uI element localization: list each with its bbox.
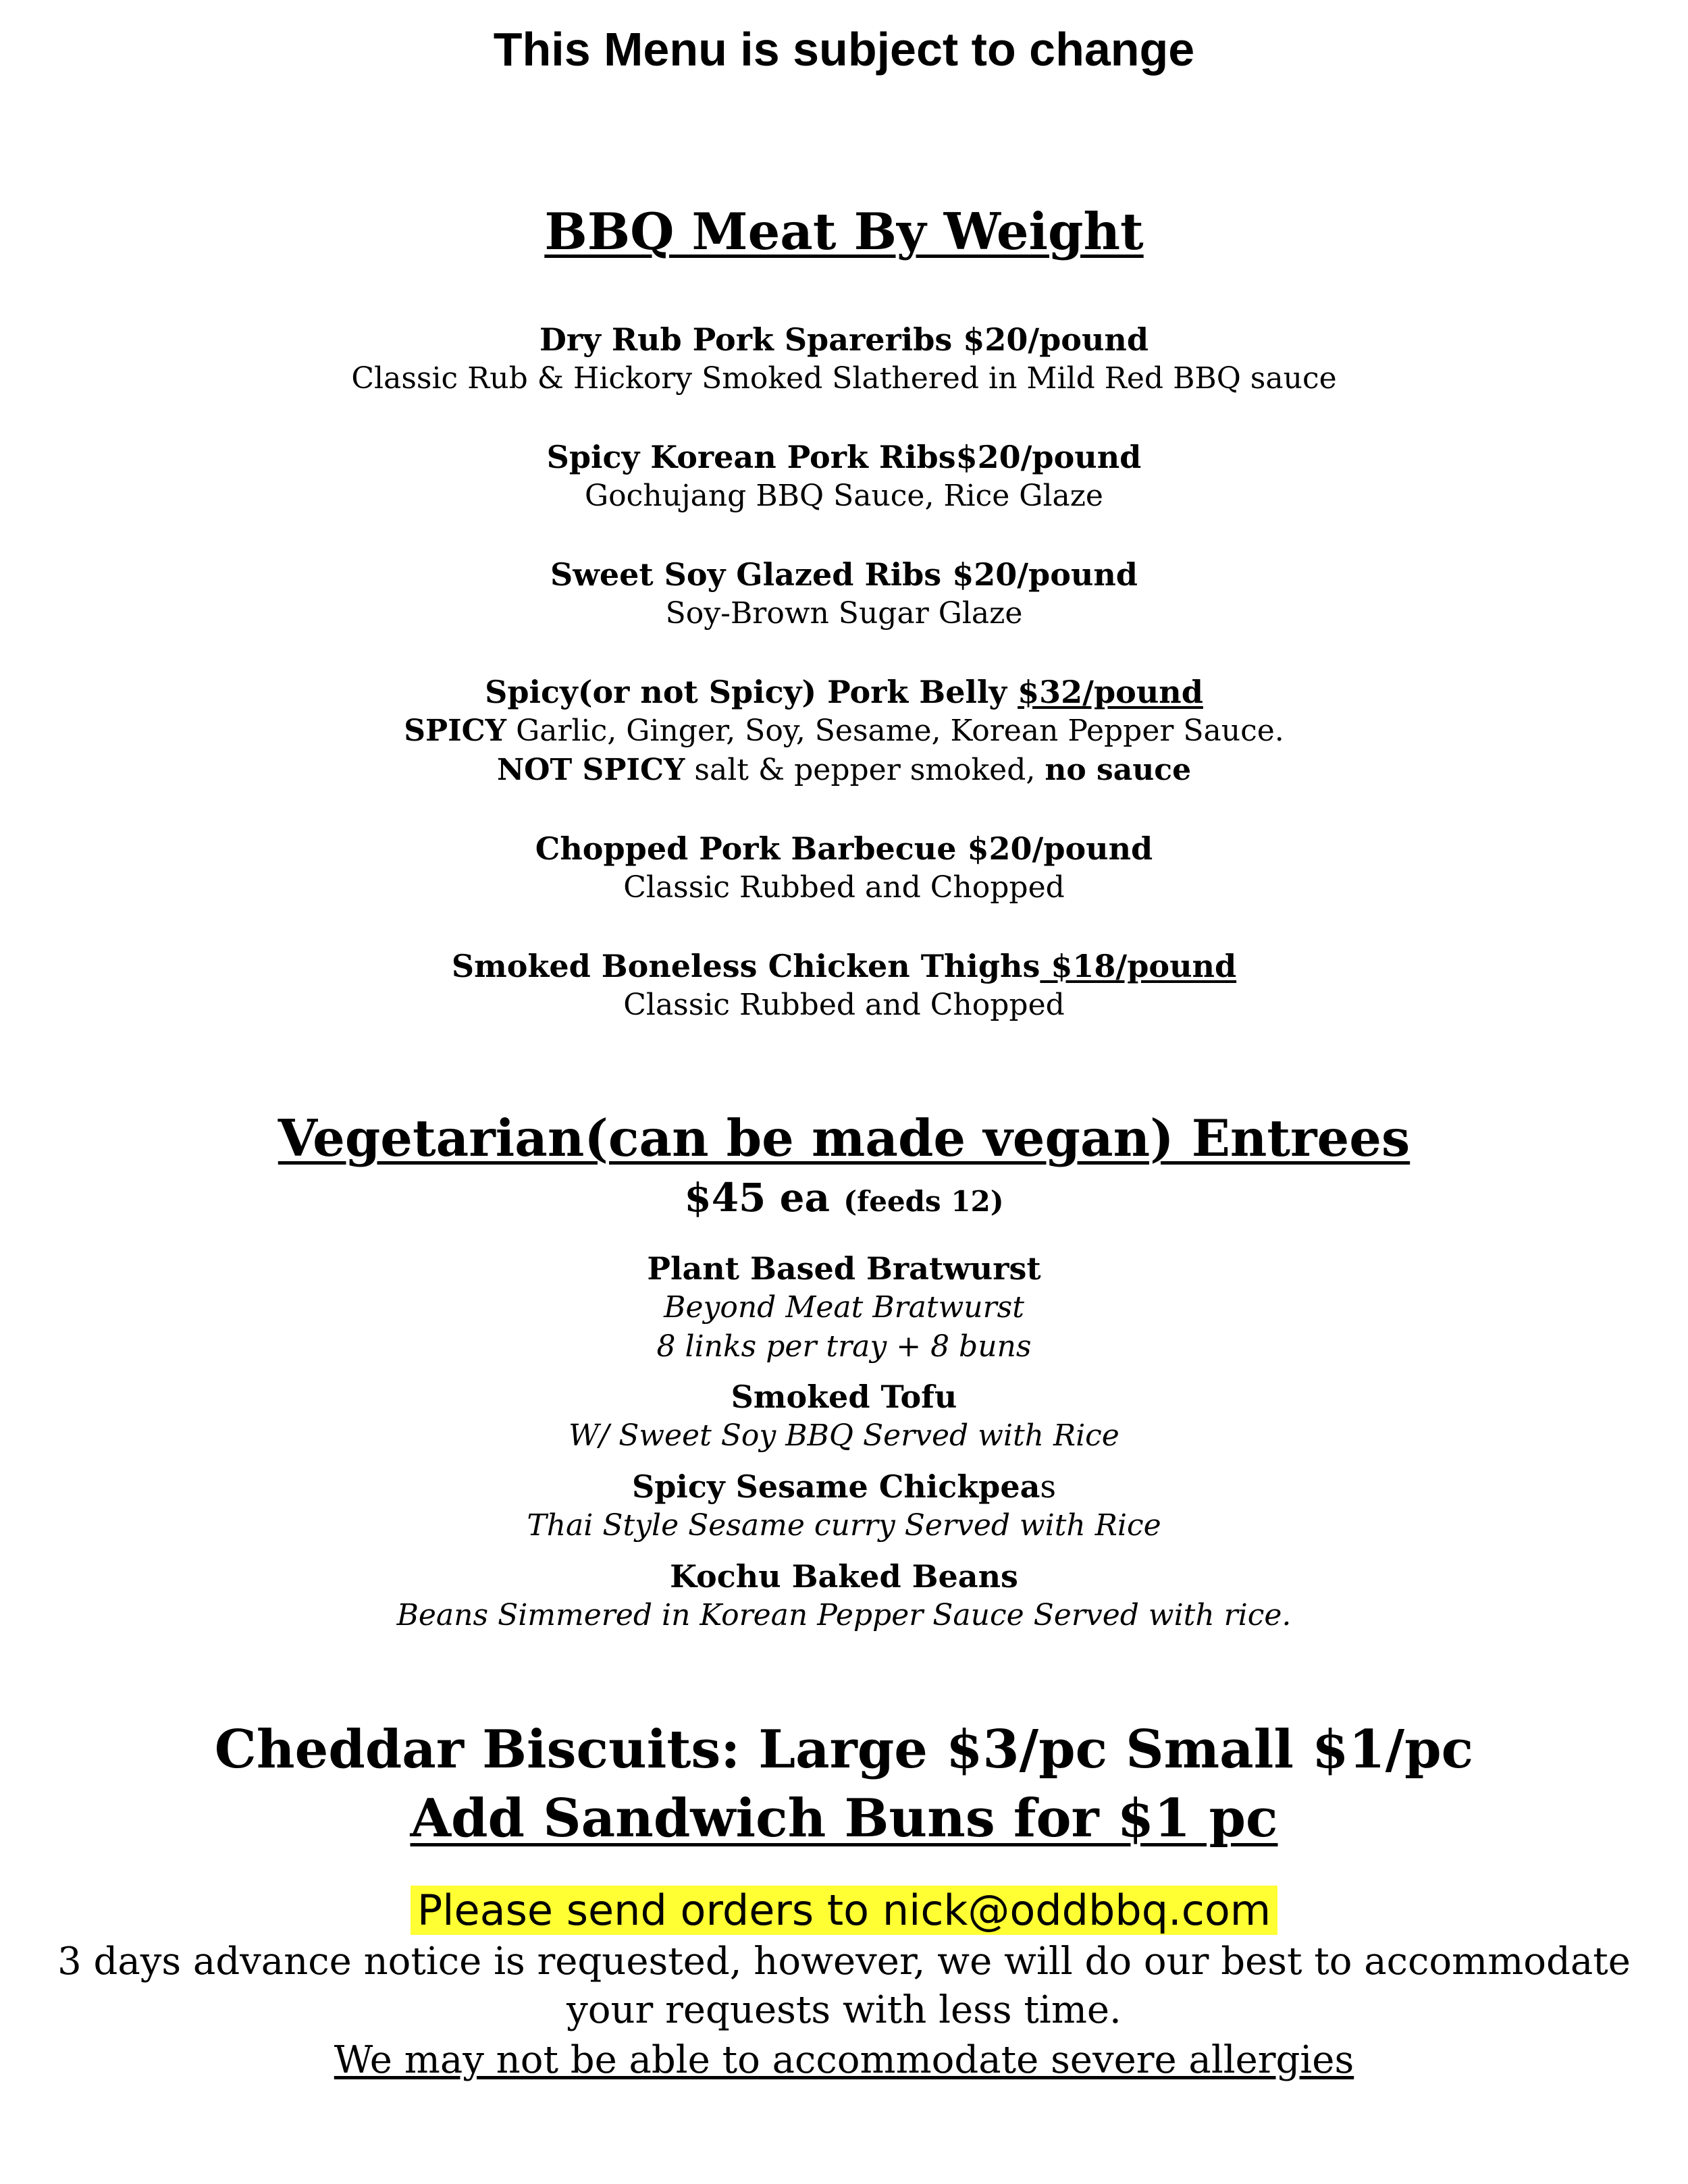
item-name bbox=[0, 672, 1688, 712]
allergy-notice bbox=[0, 2036, 1688, 2085]
advance-notice-line-1: 3 days advance notice is requested, however, we will do our best to accommodate bbox=[57, 1940, 1631, 1983]
veg-feeds: (feeds 12) bbox=[843, 1185, 1004, 1218]
item-desc: W/ Sweet Soy BBQ Served with Rice bbox=[569, 1418, 1119, 1453]
menu-item-chicken-thighs bbox=[0, 947, 1688, 1025]
item-desc: Classic Rubbed and Chopped bbox=[623, 988, 1065, 1022]
item-desc: Beans Simmered in Korean Pepper Sauce Served with rice. bbox=[396, 1598, 1292, 1632]
item-name bbox=[0, 1467, 1688, 1506]
veg-item-tofu bbox=[0, 1377, 1688, 1456]
item-name-text: Spicy Sesame Chickpea bbox=[631, 1468, 1040, 1505]
veg-item-baked-beans bbox=[0, 1557, 1688, 1635]
veg-section-title bbox=[0, 1106, 1688, 1171]
biscuits-line: Cheddar Biscuits: Large $3/pc Small $1/pc bbox=[214, 1719, 1474, 1780]
buns-line-text: Add Sandwich Buns for $1 pc bbox=[410, 1788, 1278, 1849]
item-name: Spicy Korean Pork Ribs$20/pound bbox=[546, 439, 1142, 475]
spicy-desc: Garlic, Ginger, Soy, Sesame, Korean Pepper Sauce. bbox=[506, 714, 1284, 748]
menu-item-pork-belly bbox=[0, 672, 1688, 790]
advance-notice-line-2: your requests with less time. bbox=[566, 1988, 1122, 2032]
item-desc-not-spicy bbox=[0, 751, 1688, 790]
menu-item-korean-ribs bbox=[0, 437, 1688, 516]
item-name: Chopped Pork Barbecue $20/pound bbox=[535, 830, 1153, 867]
veg-item-chickpeas bbox=[0, 1467, 1688, 1545]
item-desc: Classic Rub & Hickory Smoked Slathered in Mild Red BBQ sauce bbox=[351, 361, 1337, 396]
item-name-text: Spicy(or not Spicy) Pork Belly bbox=[485, 674, 1018, 710]
menu-item-soy-ribs bbox=[0, 555, 1688, 633]
item-price: $32/pound bbox=[1018, 674, 1203, 710]
veg-section-title-text: Vegetarian(can be made vegan) Entrees bbox=[278, 1109, 1410, 1168]
order-email-highlight: Please send orders to nick@oddbbq.com bbox=[411, 1886, 1277, 1935]
item-name: Smoked Tofu bbox=[731, 1379, 957, 1415]
item-name: Kochu Baked Beans bbox=[670, 1558, 1018, 1595]
allergy-notice-text: We may not be able to accommodate severe allergies bbox=[334, 2038, 1354, 2082]
no-sauce-label: no sauce bbox=[1045, 753, 1192, 787]
order-contact-line bbox=[0, 1885, 1688, 1936]
bbq-section-title bbox=[0, 199, 1688, 264]
item-name: Dry Rub Pork Spareribs $20/pound bbox=[539, 321, 1149, 358]
menu-item-chopped-pork bbox=[0, 829, 1688, 907]
item-desc: Classic Rubbed and Chopped bbox=[623, 870, 1065, 905]
item-name bbox=[0, 947, 1688, 986]
menu-item-spareribs bbox=[0, 320, 1688, 398]
item-desc: Soy-Brown Sugar Glaze bbox=[665, 596, 1023, 631]
item-desc: Gochujang BBQ Sauce, Rice Glaze bbox=[585, 479, 1103, 513]
veg-price-line bbox=[0, 1173, 1688, 1226]
item-desc-spicy bbox=[0, 712, 1688, 751]
item-name-tail: s bbox=[1040, 1468, 1056, 1505]
item-desc: Thai Style Sesame curry Served with Rice bbox=[527, 1508, 1161, 1543]
item-desc-2: 8 links per tray + 8 buns bbox=[656, 1329, 1032, 1364]
item-name-text: Smoked Boneless Chicken Thighs bbox=[451, 948, 1040, 984]
not-spicy-desc: salt & pepper smoked, bbox=[685, 753, 1045, 787]
item-name: Plant Based Bratwurst bbox=[647, 1250, 1041, 1287]
buns-line bbox=[0, 1786, 1688, 1852]
item-name: Sweet Soy Glazed Ribs $20/pound bbox=[550, 556, 1138, 593]
item-desc: Beyond Meat Bratwurst bbox=[664, 1290, 1024, 1325]
spicy-label: SPICY bbox=[404, 714, 507, 748]
menu-change-notice: This Menu is subject to change bbox=[493, 23, 1195, 76]
item-price: $18/pound bbox=[1040, 948, 1237, 984]
not-spicy-label: NOT SPICY bbox=[496, 753, 685, 787]
bbq-section-title-text: BBQ Meat By Weight bbox=[544, 202, 1144, 261]
veg-item-bratwurst bbox=[0, 1249, 1688, 1366]
veg-price: $45 ea bbox=[684, 1175, 830, 1221]
